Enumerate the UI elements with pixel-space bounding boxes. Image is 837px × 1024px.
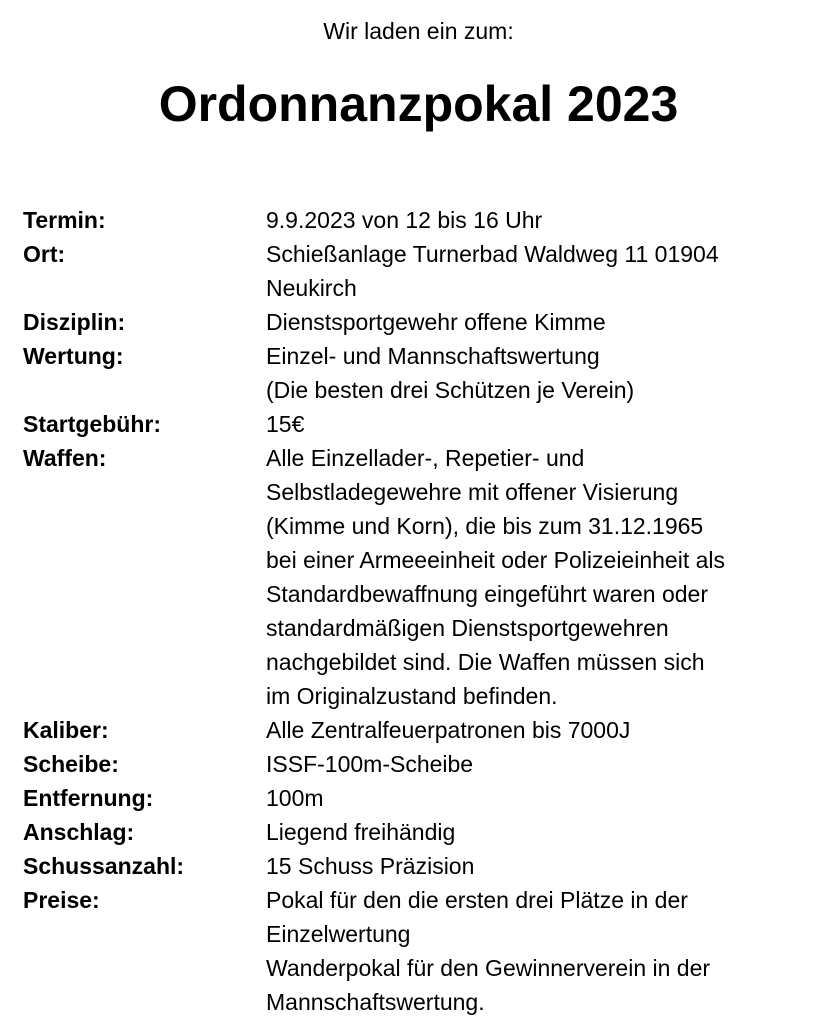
- detail-value-line: Liegend freihändig: [266, 819, 456, 845]
- detail-row-anschlag: [23, 815, 823, 849]
- detail-label: Preise:: [23, 887, 100, 913]
- detail-value-line: Alle Einzellader-, Repetier- und: [266, 445, 585, 471]
- detail-value-line: Einzelwertung: [266, 921, 411, 947]
- detail-label: Wertung:: [23, 343, 124, 369]
- detail-value-line: Neukirch: [266, 275, 357, 301]
- detail-value-line: im Originalzustand befinden.: [266, 683, 558, 709]
- detail-row-waffen: [23, 441, 823, 713]
- detail-value-line: Alle Zentralfeuerpatronen bis 7000J: [266, 717, 631, 743]
- detail-label: Termin:: [23, 207, 106, 233]
- detail-row-disziplin: [23, 305, 823, 339]
- detail-value: [266, 305, 823, 339]
- detail-value: [266, 237, 823, 305]
- detail-value-line: Pokal für den die ersten drei Plätze in der: [266, 887, 688, 913]
- detail-row-termin: [23, 203, 823, 237]
- details-list: [23, 203, 823, 1019]
- detail-row-entfernung: [23, 781, 823, 815]
- detail-value: [266, 339, 823, 407]
- detail-row-preise: [23, 883, 823, 1019]
- detail-value-line: nachgebildet sind. Die Waffen müssen sich: [266, 649, 705, 675]
- detail-value-line: (Die besten drei Schützen je Verein): [266, 377, 635, 403]
- detail-value: [266, 815, 823, 849]
- detail-value-line: (Kimme und Korn), die bis zum 31.12.1965: [266, 513, 704, 539]
- detail-value: [266, 883, 823, 1019]
- detail-label: Waffen:: [23, 445, 107, 471]
- detail-value: [266, 781, 823, 815]
- detail-value-line: 100m: [266, 785, 324, 811]
- detail-value-line: 15€: [266, 411, 305, 437]
- detail-label: Anschlag:: [23, 819, 135, 845]
- detail-value: [266, 407, 823, 441]
- detail-value-line: standardmäßigen Dienstsportgewehren: [266, 615, 669, 641]
- detail-label: Schussanzahl:: [23, 853, 185, 879]
- detail-label: Kaliber:: [23, 717, 109, 743]
- detail-value-line: Schießanlage Turnerbad Waldweg 11 01904: [266, 241, 719, 267]
- detail-value-line: Einzel- und Mannschaftswertung: [266, 343, 600, 369]
- detail-label: Ort:: [23, 241, 66, 267]
- detail-row-scheibe: [23, 747, 823, 781]
- detail-value-line: 9.9.2023 von 12 bis 16 Uhr: [266, 207, 543, 233]
- detail-value: [266, 849, 823, 883]
- detail-label: Entfernung:: [23, 785, 154, 811]
- detail-row-kaliber: [23, 713, 823, 747]
- detail-label: Scheibe:: [23, 751, 119, 777]
- detail-value: [266, 441, 823, 713]
- detail-value-line: 15 Schuss Präzision: [266, 853, 475, 879]
- detail-row-wertung: [23, 339, 823, 407]
- detail-value-line: bei einer Armeeeinheit oder Polizeieinheit als: [266, 547, 726, 573]
- detail-value: [266, 747, 823, 781]
- detail-value-line: Selbstladegewehre mit offener Visierung: [266, 479, 679, 505]
- detail-value-line: Dienstsportgewehr offene Kimme: [266, 309, 606, 335]
- detail-label: Startgebühr:: [23, 411, 161, 437]
- intro-text: Wir laden ein zum:: [323, 18, 514, 44]
- detail-value-line: Mannschaftswertung.: [266, 989, 485, 1015]
- detail-value-line: Standardbewaffnung eingeführt waren oder: [266, 581, 709, 607]
- detail-value-line: ISSF-100m-Scheibe: [266, 751, 474, 777]
- detail-row-schussanzahl: [23, 849, 823, 883]
- detail-row-ort: [23, 237, 823, 305]
- detail-label: Disziplin:: [23, 309, 126, 335]
- page-title: Ordonnanzpokal 2023: [158, 76, 679, 132]
- detail-value: [266, 203, 823, 237]
- detail-row-startgebuehr: [23, 407, 823, 441]
- detail-value: [266, 713, 823, 747]
- detail-value-line: Wanderpokal für den Gewinnerverein in der: [266, 955, 711, 981]
